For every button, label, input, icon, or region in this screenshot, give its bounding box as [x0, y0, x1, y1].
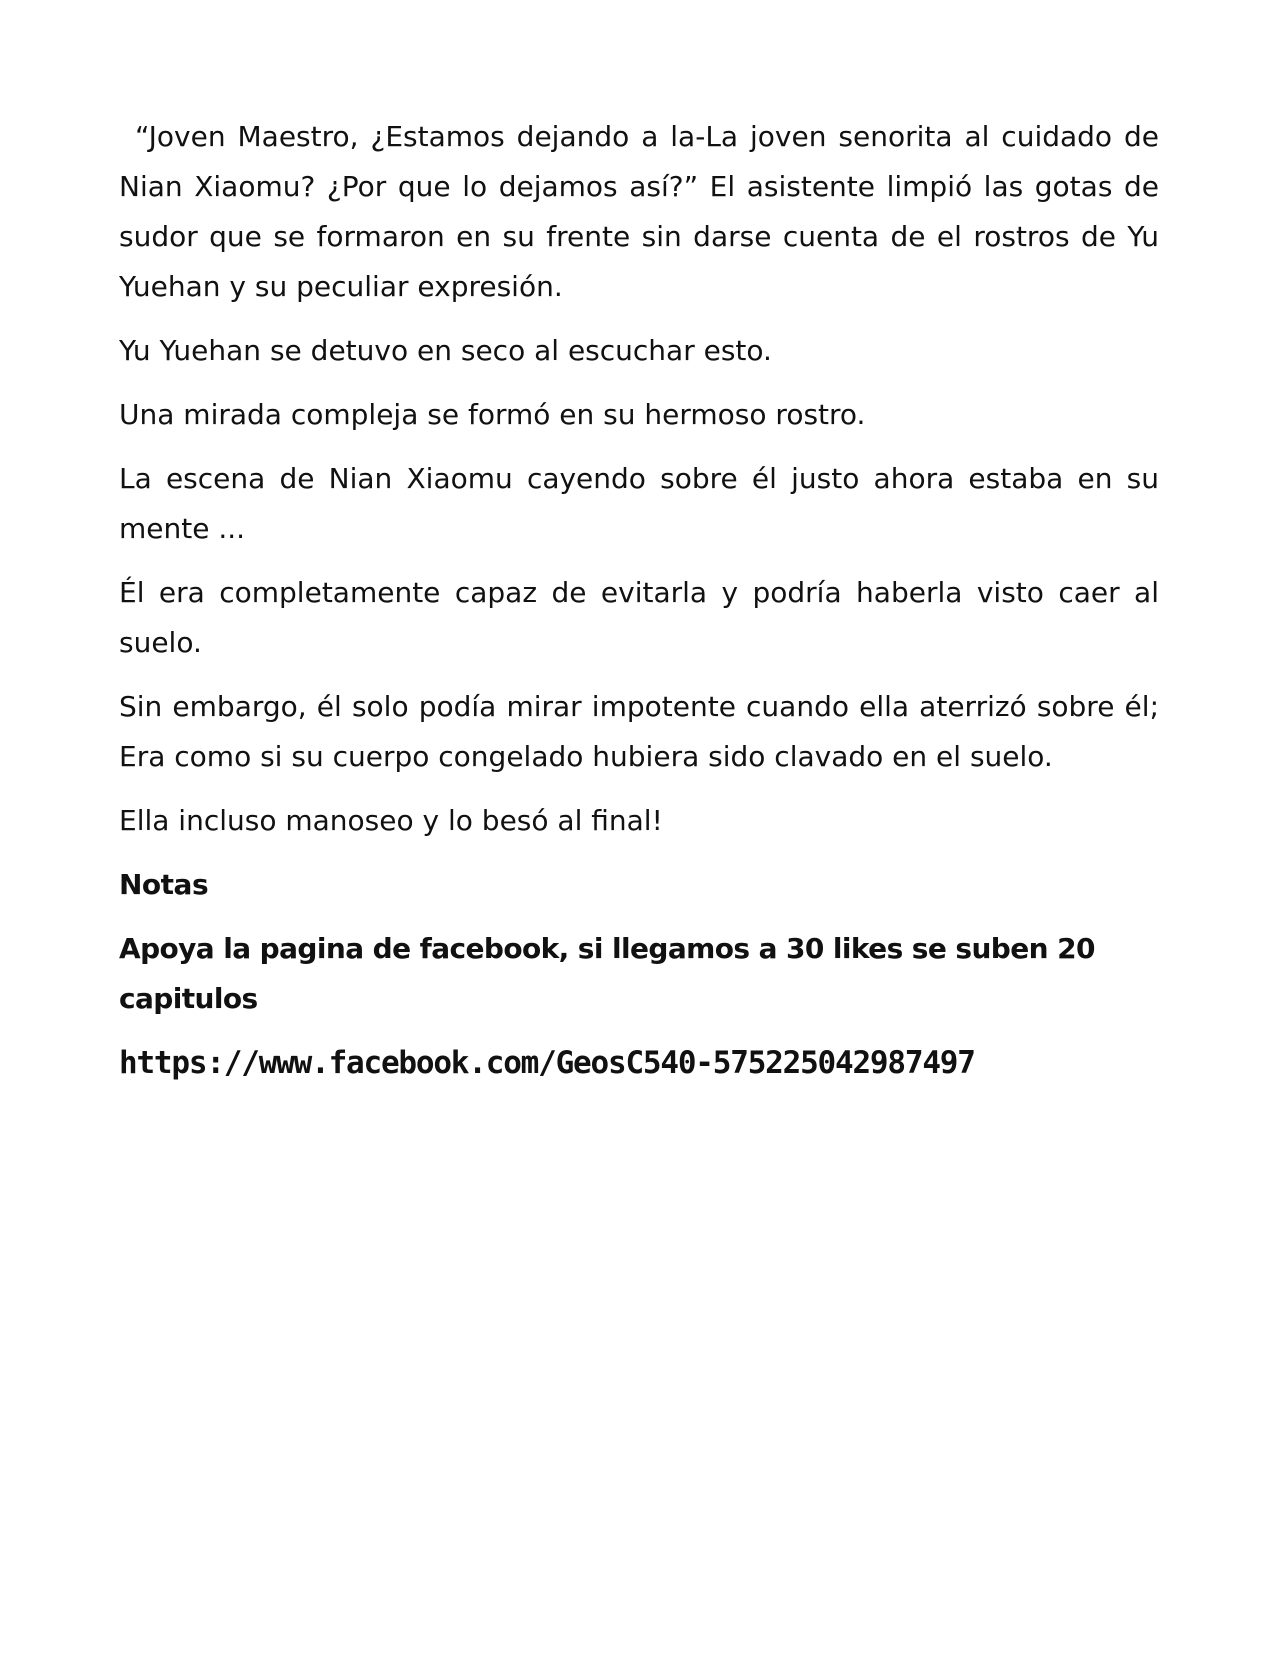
paragraph-avoid: Él era completamente capaz de evitarla y podría haberla visto caer al suelo. — [119, 576, 1159, 659]
paragraph-stopped: Yu Yuehan se detuvo en seco al escuchar esto. — [119, 334, 772, 367]
paragraph-complex-look: Una mirada compleja se formó en su hermoso rostro. — [119, 398, 866, 431]
paragraph-kiss: Ella incluso manoseo y lo besó al final! — [119, 804, 663, 837]
support-text: Apoya la pagina de facebook, si llegamos a 30 likes se suben 20 capitulos — [119, 932, 1095, 1015]
document-page — [119, 112, 1159, 1088]
paragraph-scene: La escena de Nian Xiaomu cayendo sobre él justo ahora estaba en su mente ... — [119, 462, 1159, 545]
paragraph-frozen: Sin embargo, él solo podía mirar impotente cuando ella aterrizó sobre él; Era como si su cuerpo congelado hubiera sido clavado en el suelo. — [119, 690, 1159, 773]
facebook-link[interactable]: https://www.facebook.com/GeosC540-575225042987497 — [119, 1045, 975, 1081]
notes-heading: Notas — [119, 868, 209, 901]
paragraph-dialogue: “Joven Maestro, ¿Estamos dejando a la-La joven senorita al cuidado de Nian Xiaomu? ¿Por que lo dejamos así?” El asistente limpió las gotas de sudor que se formaron en su frente sin darse cuenta de el rostros de Yu Yuehan y su peculiar expresión. — [119, 120, 1159, 303]
